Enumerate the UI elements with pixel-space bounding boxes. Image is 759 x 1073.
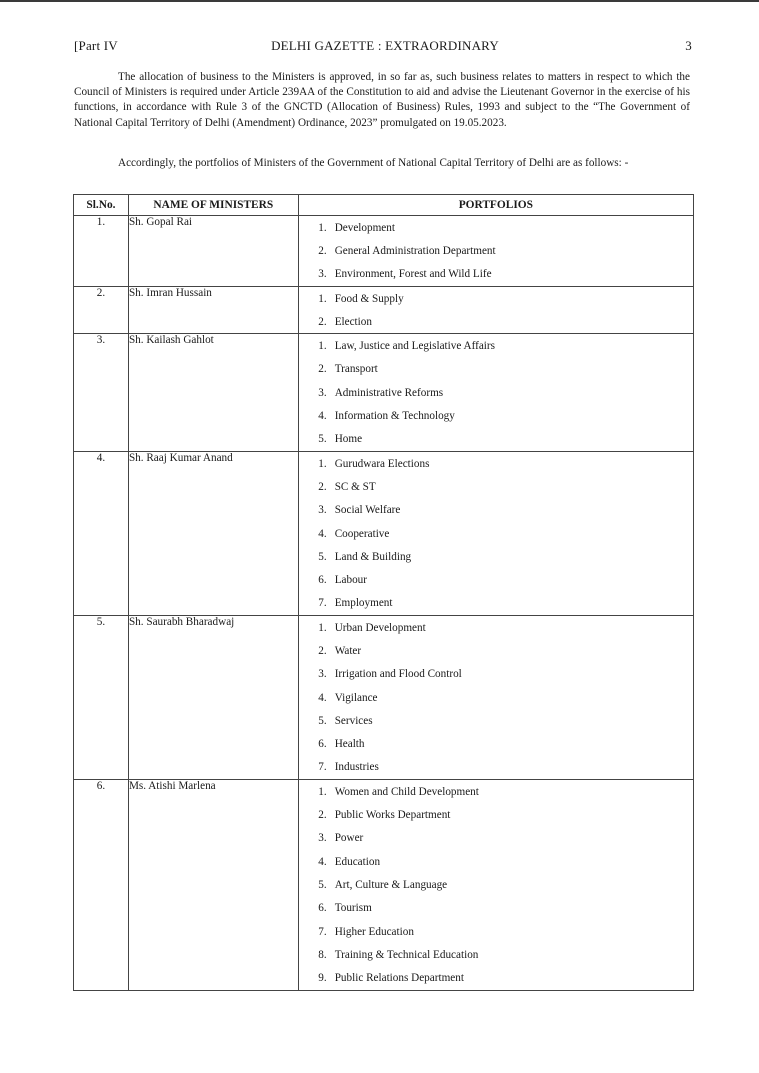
portfolio-item	[299, 334, 693, 357]
portfolio-item	[299, 358, 693, 381]
portfolio-item-number: 4.	[318, 410, 327, 423]
portfolio-item-label: Training & Technical Education	[334, 948, 479, 961]
allocation-paragraph: The allocation of business to the Ministers is approved, in so far as, such business relates to matters in respect to which the Council of Ministers is required under Article 239AA of the Constitution to aid and advise the Lieutenant Governor in the exercise of his functions, in accordance with Rule 3 of the GNCTD (Allocation of Business) Rules, 1993 and subject to the “The Government of National Capital Territory of Delhi (Amendment) Ordinance, 2023” promulgated on 19.05.2023.	[74, 71, 690, 129]
serial-number-cell: 5.	[74, 616, 129, 780]
portfolio-item	[299, 475, 693, 498]
portfolio-item-number: 6.	[318, 902, 327, 915]
portfolio-item	[299, 827, 693, 850]
portfolio-item-label: Land & Building	[334, 550, 412, 563]
portfolio-item-label: Development	[334, 221, 395, 234]
portfolio-item-number: 2.	[318, 244, 327, 257]
portfolio-item	[299, 756, 693, 779]
portfolio-item	[299, 522, 693, 545]
portfolio-item-label: Information & Technology	[334, 410, 455, 423]
portfolio-item-number: 4.	[318, 527, 327, 540]
portfolio-item-number: 9.	[318, 972, 327, 985]
portfolio-item-number: 2.	[318, 644, 327, 657]
table-row	[74, 451, 694, 615]
portfolio-item-label: Higher Education	[334, 925, 414, 938]
portfolio-item-label: Health	[334, 738, 365, 751]
portfolio-item-number: 1.	[318, 621, 327, 634]
portfolio-item-number: 2.	[318, 315, 327, 328]
table-header-row	[74, 195, 694, 216]
portfolio-item-label: Art, Culture & Language	[334, 878, 448, 891]
table-body	[74, 216, 694, 991]
portfolio-item-number: 4.	[318, 855, 327, 868]
portfolio-item-number: 3.	[318, 268, 327, 281]
page-header	[74, 38, 696, 56]
serial-number-cell: 2.	[74, 286, 129, 334]
portfolio-item	[299, 686, 693, 709]
portfolio-item	[299, 568, 693, 591]
portfolio-item-number: 7.	[318, 925, 327, 938]
portfolio-item	[299, 803, 693, 826]
table-row	[74, 216, 694, 287]
portfolio-item-label: Tourism	[334, 902, 372, 915]
portfolio-item-label: Education	[334, 855, 381, 868]
portfolio-item-label: General Administration Department	[334, 244, 496, 257]
portfolio-item	[299, 545, 693, 568]
portfolio-item	[299, 592, 693, 615]
portfolio-item-number: 3.	[318, 504, 327, 517]
portfolio-item-label: Public Relations Department	[334, 972, 464, 985]
portfolio-item-label: Employment	[334, 597, 393, 610]
portfolio-item	[299, 709, 693, 732]
portfolio-item-number: 6.	[318, 738, 327, 751]
minister-name-cell: Sh. Gopal Rai	[128, 216, 298, 287]
portfolio-list-cell	[298, 780, 693, 991]
header-sl-no: Sl.No.	[74, 195, 129, 216]
portfolio-item-label: Transport	[334, 363, 378, 376]
portfolios-intro-paragraph: Accordingly, the portfolios of Ministers of the Government of National Capital Territory of Delhi are as follows: -	[118, 157, 629, 169]
portfolio-item-number: 1.	[318, 340, 327, 353]
portfolio-item-label: Home	[334, 433, 363, 446]
serial-number-cell: 1.	[74, 216, 129, 287]
portfolio-table	[73, 194, 694, 991]
portfolio-item-label: Irrigation and Flood Control	[334, 668, 462, 681]
portfolio-item	[299, 452, 693, 475]
portfolio-item-number: 2.	[318, 363, 327, 376]
portfolio-item-label: Labour	[334, 574, 367, 587]
minister-name-cell: Sh. Kailash Gahlot	[128, 334, 298, 451]
minister-name-cell: Sh. Raaj Kumar Anand	[128, 451, 298, 615]
portfolio-item-label: Water	[334, 644, 362, 657]
portfolio-item-number: 2.	[318, 809, 327, 822]
table-row	[74, 334, 694, 451]
portfolio-item	[299, 873, 693, 896]
portfolio-item-number: 1.	[318, 457, 327, 470]
minister-name-cell: Sh. Saurabh Bharadwaj	[128, 616, 298, 780]
portfolio-item	[299, 663, 693, 686]
header-minister-name: NAME OF MINISTERS	[128, 195, 298, 216]
portfolio-item	[299, 239, 693, 262]
portfolio-item	[299, 920, 693, 943]
portfolio-item-number: 4.	[318, 691, 327, 704]
table-row	[74, 780, 694, 991]
portfolio-item-label: Food & Supply	[334, 292, 404, 305]
portfolio-item	[299, 616, 693, 639]
portfolio-item-number: 3.	[318, 832, 327, 845]
header-gazette-title: DELHI GAZETTE : EXTRAORDINARY	[271, 38, 499, 53]
portfolio-item	[299, 428, 693, 451]
portfolio-item-label: Law, Justice and Legislative Affairs	[334, 340, 495, 353]
portfolio-item-label: Vigilance	[334, 691, 378, 704]
portfolio-item-number: 3.	[318, 668, 327, 681]
portfolio-item-label: Social Welfare	[334, 504, 401, 517]
header-page-number: 3	[685, 38, 692, 53]
portfolio-item	[299, 499, 693, 522]
portfolio-item	[299, 381, 693, 404]
portfolio-item-label: Election	[334, 315, 372, 328]
portfolio-item-label: Cooperative	[334, 527, 390, 540]
serial-number-cell: 3.	[74, 334, 129, 451]
portfolio-item	[299, 897, 693, 920]
portfolio-item-label: Public Works Department	[334, 809, 451, 822]
portfolio-item	[299, 850, 693, 873]
portfolio-item	[299, 216, 693, 239]
page-top-border	[0, 0, 759, 2]
portfolio-item-number: 5.	[318, 714, 327, 727]
portfolio-item-number: 6.	[318, 574, 327, 587]
portfolio-item	[299, 310, 693, 333]
portfolio-item-label: Gurudwara Elections	[334, 457, 430, 470]
portfolio-item	[299, 404, 693, 427]
table-row	[74, 616, 694, 780]
portfolio-item-number: 5.	[318, 433, 327, 446]
header-part-label: [Part IV	[74, 38, 118, 53]
portfolio-item-number: 8.	[318, 948, 327, 961]
portfolio-item-number: 5.	[318, 878, 327, 891]
portfolio-item-label: Industries	[334, 761, 379, 774]
serial-number-cell: 6.	[74, 780, 129, 991]
portfolio-item	[299, 287, 693, 310]
minister-name-cell: Ms. Atishi Marlena	[128, 780, 298, 991]
portfolio-list-cell	[298, 616, 693, 780]
portfolio-item	[299, 263, 693, 286]
portfolio-item	[299, 733, 693, 756]
portfolio-item-number: 7.	[318, 761, 327, 774]
portfolio-item-number: 1.	[318, 292, 327, 305]
portfolio-item-number: 1.	[318, 221, 327, 234]
portfolio-item-label: Power	[334, 832, 364, 845]
portfolio-item-number: 1.	[318, 785, 327, 798]
portfolio-item-number: 2.	[318, 480, 327, 493]
portfolio-list-cell	[298, 451, 693, 615]
portfolio-item-label: SC & ST	[334, 480, 376, 493]
portfolio-list-cell	[298, 216, 693, 287]
header-portfolios: PORTFOLIOS	[298, 195, 693, 216]
portfolio-item-number: 7.	[318, 597, 327, 610]
portfolio-item-label: Women and Child Development	[334, 785, 479, 798]
minister-name-cell: Sh. Imran Hussain	[128, 286, 298, 334]
portfolio-item	[299, 967, 693, 990]
portfolio-item-label: Environment, Forest and Wild Life	[334, 268, 492, 281]
portfolio-item-label: Administrative Reforms	[334, 386, 444, 399]
portfolio-item	[299, 639, 693, 662]
table-row	[74, 286, 694, 334]
portfolio-list-cell	[298, 334, 693, 451]
serial-number-cell: 4.	[74, 451, 129, 615]
portfolio-item-label: Services	[334, 714, 373, 727]
portfolio-item	[299, 780, 693, 803]
portfolio-item-number: 5.	[318, 550, 327, 563]
portfolio-item	[299, 943, 693, 966]
portfolio-item-number: 3.	[318, 386, 327, 399]
portfolio-item-label: Urban Development	[334, 621, 426, 634]
portfolio-list-cell	[298, 286, 693, 334]
